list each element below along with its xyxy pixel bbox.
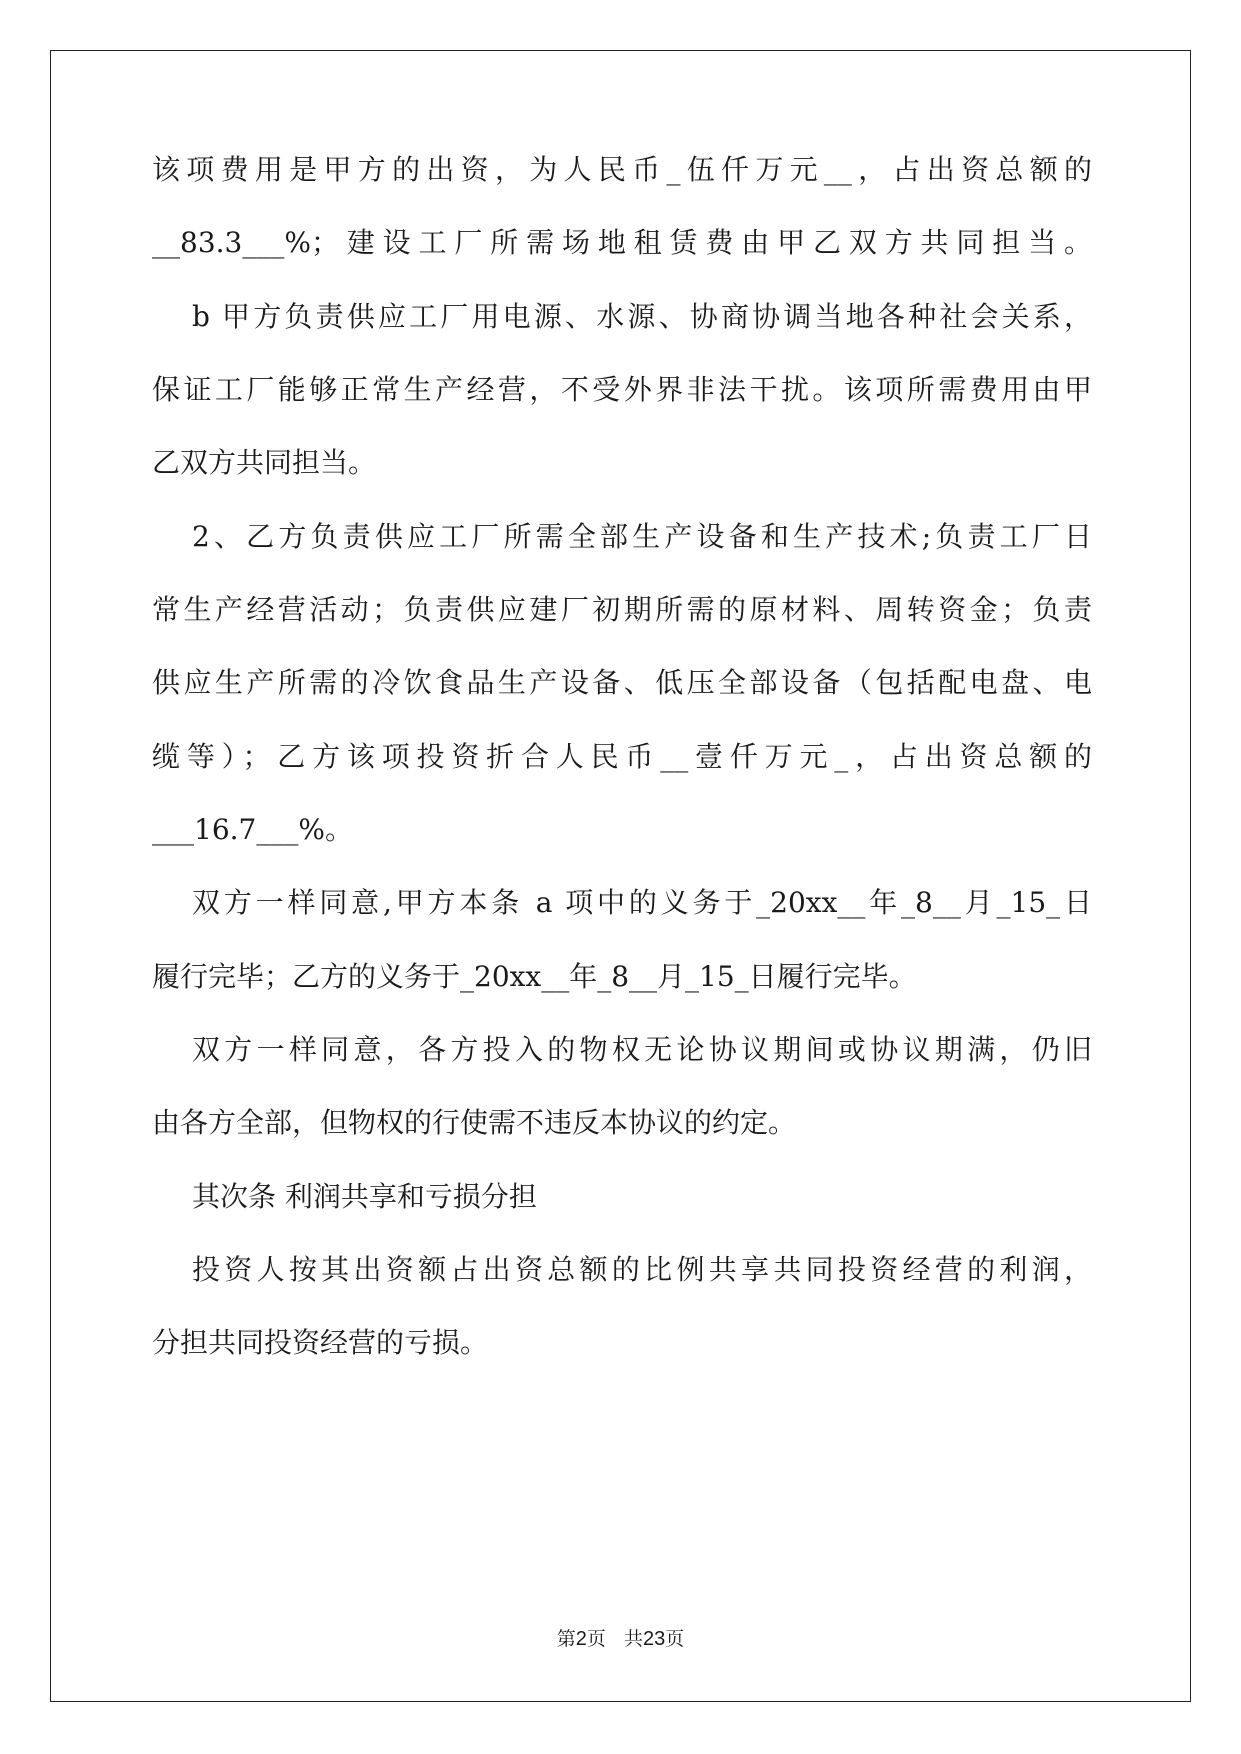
text-line: 保证工厂能够正常生产经营，不受外界非法干扰。该项所需费用由甲 — [152, 373, 1092, 406]
footer-total-prefix: 共 — [623, 1628, 643, 1650]
page-footer — [0, 1627, 1241, 1651]
footer-total-pages: 23 — [642, 1628, 666, 1650]
footer-total-suffix: 页 — [665, 1628, 685, 1650]
text-line: __83.3___%；建设工厂所需场地租赁费由甲乙双方共同担当。 — [152, 226, 1092, 259]
text-line: b 甲方负责供应工厂用电源、水源、协商协调当地各种社会关系， — [192, 300, 1092, 333]
text-line: 分担共同投资经营的亏损。 — [152, 1326, 489, 1359]
text-line: ___16.7___%。 — [152, 813, 353, 846]
section-heading: 其次条 利润共享和亏损分担 — [192, 1180, 537, 1213]
text-line: 由各方全部，但物权的行使需不违反本协议的约定。 — [152, 1106, 797, 1139]
footer-page-prefix: 第 — [556, 1628, 576, 1650]
text-line: 双方一样同意，各方投入的物权无论协议期间或协议期满，仍旧 — [192, 1033, 1092, 1066]
footer-page-suffix: 页 — [586, 1628, 606, 1650]
footer-page-number: 2 — [575, 1628, 587, 1650]
text-line: 供应生产所需的冷饮食品生产设备、低压全部设备（包括配电盘、电 — [152, 666, 1092, 699]
text-line: 常生产经营活动；负责供应建厂初期所需的原材料、周转资金；负责 — [152, 593, 1092, 626]
text-line: 缆等）；乙方该项投资折合人民币__壹仟万元_，占出资总额的 — [152, 740, 1092, 773]
text-line: 履行完毕；乙方的义务于_20xx__年_8__月_15_日履行完毕。 — [152, 960, 917, 993]
text-line: 投资人按其出资额占出资总额的比例共享共同投资经营的利润， — [192, 1253, 1092, 1286]
text-line: 乙双方共同担当。 — [152, 446, 377, 479]
text-line: 2、乙方负责供应工厂所需全部生产设备和生产技术;负责工厂日 — [192, 520, 1092, 553]
text-line: 该项费用是甲方的出资，为人民币_伍仟万元__，占出资总额的 — [152, 153, 1092, 186]
text-line: 双方一样同意,甲方本条 a 项中的义务于_20xx__年_8__月_15_日 — [192, 886, 1092, 919]
